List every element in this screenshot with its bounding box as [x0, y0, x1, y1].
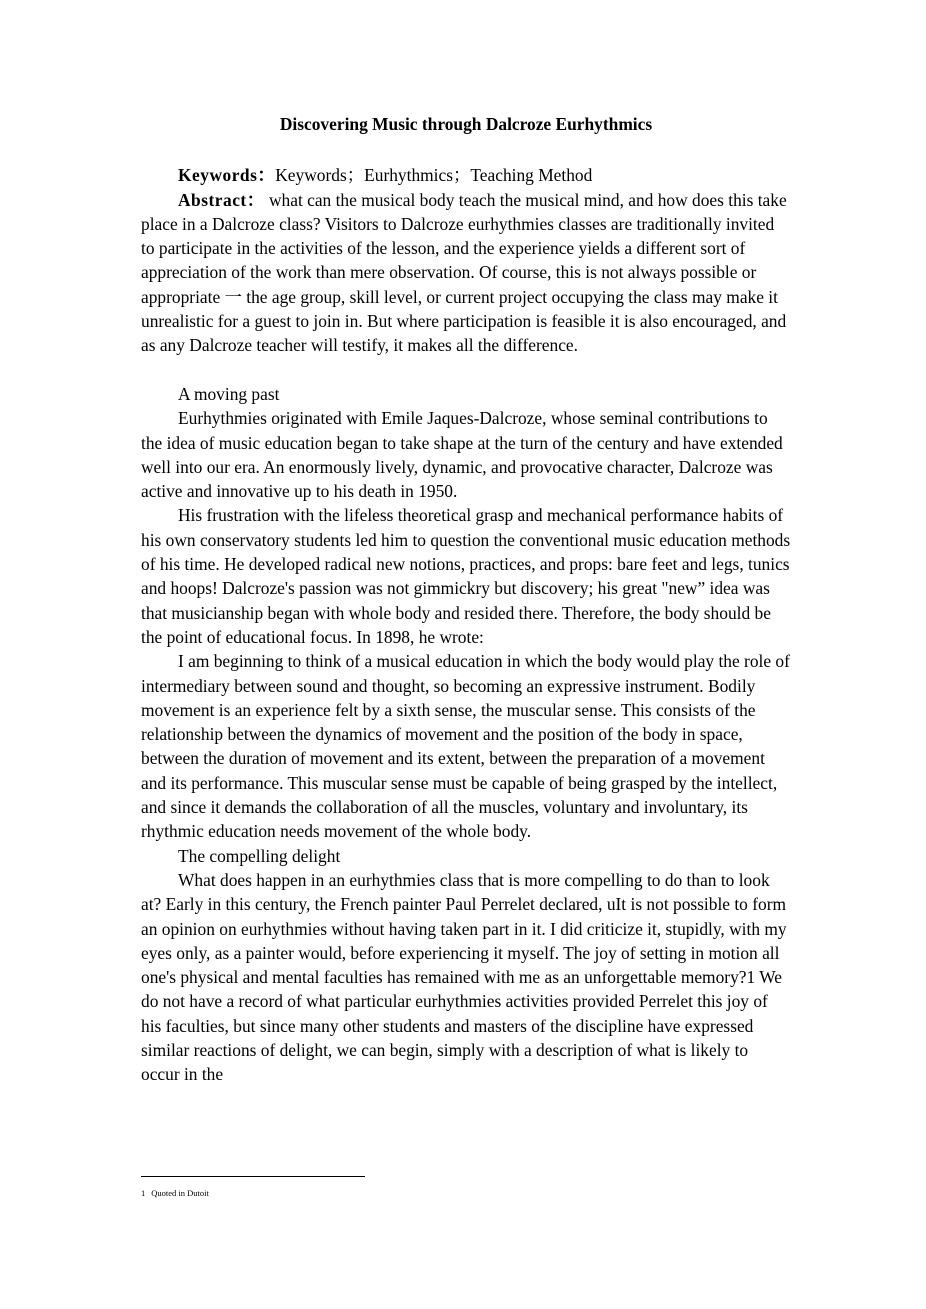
keywords-label: Keywords： — [178, 165, 276, 186]
paragraph: Eurhythmies originated with Emile Jaques-Dalcroze, whose seminal contributions to the idea of music education began to take shape at the turn of the century and have extended well into our era. An enormously lively, dynamic, and provocative character, Dalcroze was active and innovative up to his death in 1950. — [141, 408, 783, 502]
blank-line — [141, 358, 791, 382]
abstract-paragraph — [141, 188, 791, 358]
paragraph: What does happen in an eurhythmies class that is more compelling to do than to look at? Early in this century, the French painter Paul Perrelet declared, uIt is not possible to form an opinion on eurhythmies without having taken part in it. I did criticize it, stupidly, with my eyes only, as a painter would, before experiencing it myself. The joy of setting in motion all one's physical and mental faculties has remained with me as an unforgettable memory?1 We do not have a record of what particular eurhythmies activities provided Perrelet this joy of his faculties, but since many other students and masters of the discipline have expressed similar reactions of delight, we can begin, simply with a description of what is likely to occur in the — [141, 869, 787, 1085]
section-heading-compelling-delight: The compelling delight — [178, 845, 341, 866]
footnote-text: Quoted in Dutoit — [151, 1188, 209, 1198]
document-title: Discovering Music through Dalcroze Eurhythmics — [279, 114, 653, 134]
keywords-line — [141, 163, 791, 187]
footnote-number: 1 — [141, 1188, 146, 1198]
abstract-label: Abstract： — [178, 189, 265, 210]
keywords-value: Keywords；Eurhythmics；Teaching Method — [275, 165, 593, 186]
footnote — [141, 1187, 209, 1199]
footnote-divider — [141, 1176, 365, 1177]
document-body — [141, 112, 791, 1087]
paragraph: His frustration with the lifeless theoretical grasp and mechanical performance habits of his own conservatory students led him to question the conventional music education methods of his time. He developed radical new notions, practices, and props: bare feet and legs, tunics and hoops! Dalcroze's passion was not gimmickry but discovery; his great "new” idea was that musicianship began with whole body and resided there. Therefore, the body should be the point of educational focus. In 1898, he wrote: — [141, 505, 791, 647]
section-heading-moving-past: A moving past — [178, 383, 280, 404]
quote-paragraph: I am beginning to think of a musical education in which the body would play the role of intermediary between sound and thought, so becoming an expressive instrument. Bodily movement is an experience felt by a sixth sense, the muscular sense. This consists of the relationship between the dynamics of movement and the position of the body in space, between the duration of movement and its extent, between the preparation of a movement and its performance. This muscular sense must be capable of being grasped by the intellect, and since it demands the collaboration of all the muscles, voluntary and involuntary, its rhythmic education needs movement of the whole body. — [141, 651, 790, 842]
abstract-text: what can the musical body teach the musical mind, and how does this take place in a Dalcroze class? Visitors to Dalcroze eurhythmies classes are traditionally invited to participate in the activities of the lesson, and the experience yields a different sort of appreciation of the work than mere observation. Of course, this is not always possible or appropriate 一 the age group, skill level, or current project occupying the class may make it unrealistic for a guest to join in. But where participation is feasible it is also encouraged, and as any Dalcroze teacher will testify, it makes all the difference. — [141, 189, 787, 356]
